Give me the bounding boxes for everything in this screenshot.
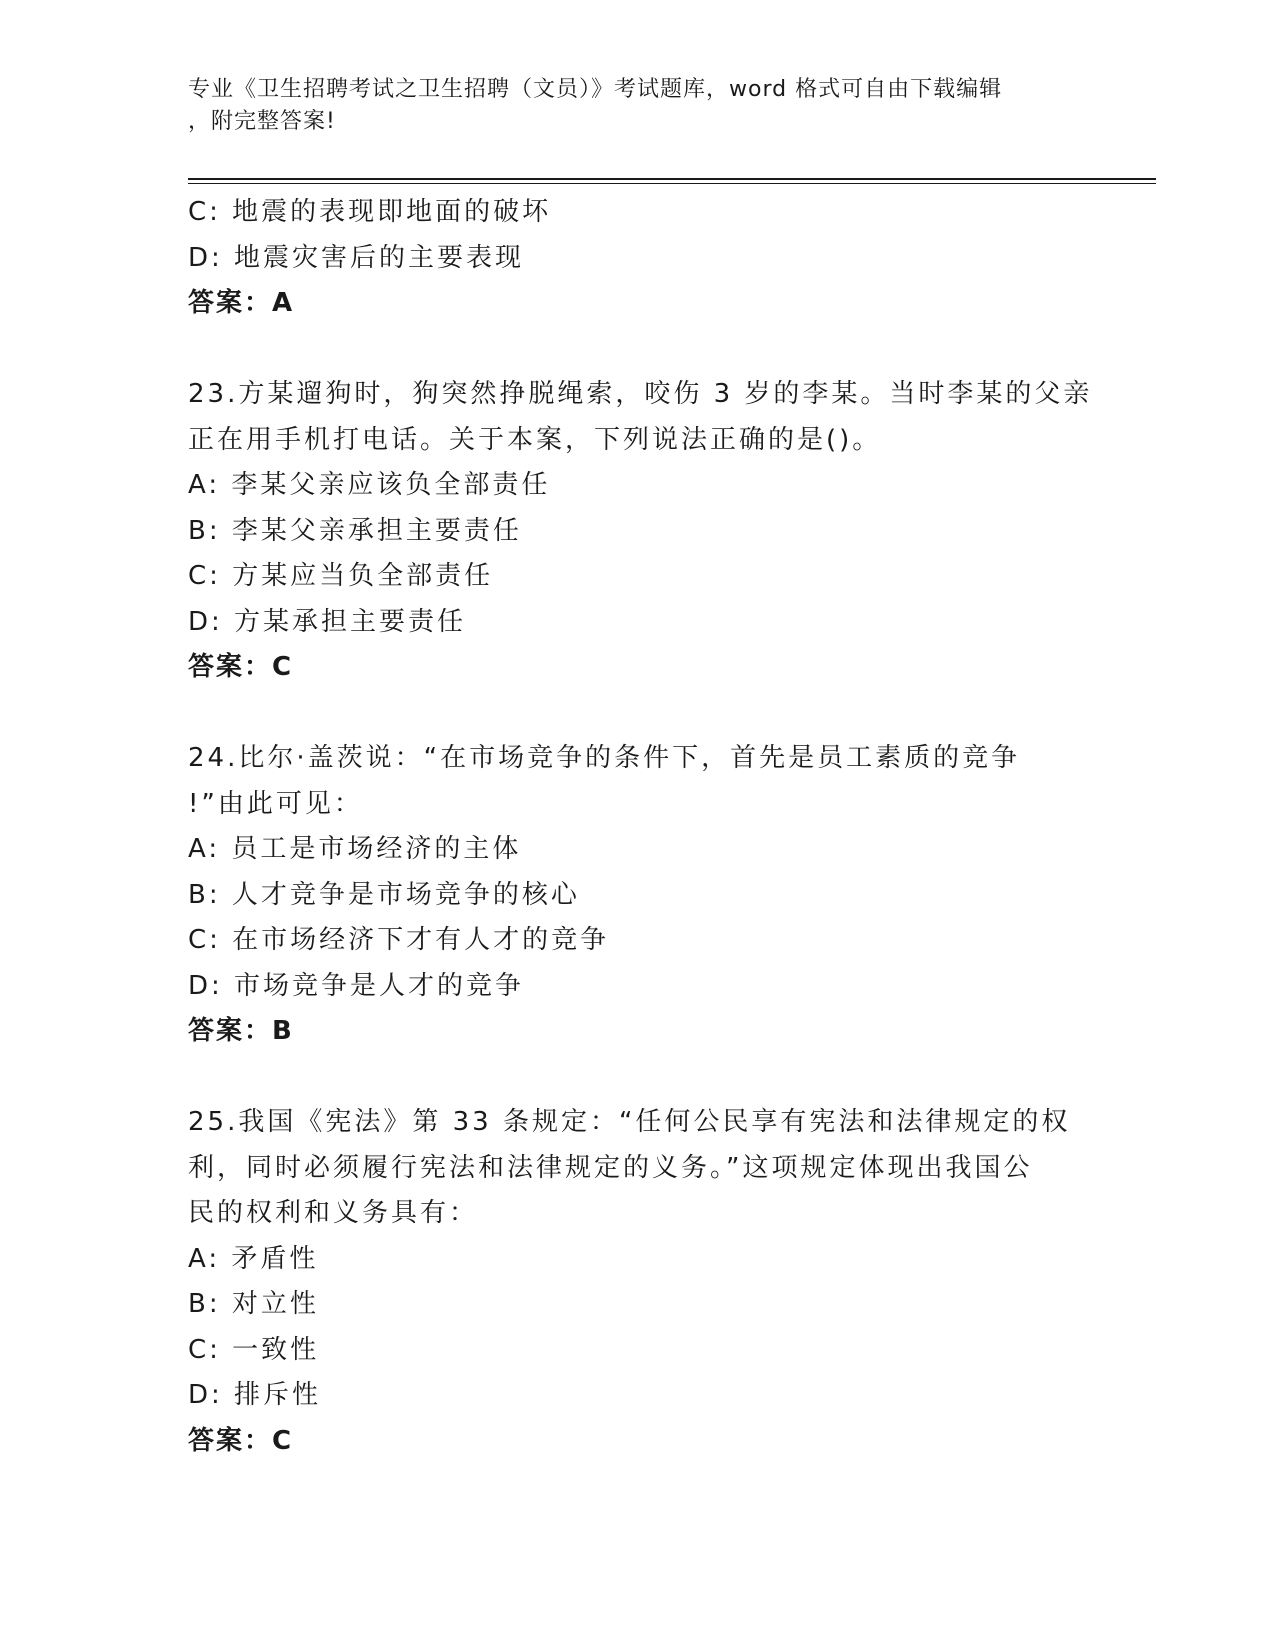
option-d: D: 排斥性 xyxy=(188,1380,322,1410)
option-c: C: 方某应当负全部责任 xyxy=(188,561,494,591)
answer: 答案：C xyxy=(188,1425,294,1456)
option-a: A: 矛盾性 xyxy=(188,1243,319,1274)
answer: 答案：C xyxy=(188,652,294,682)
page-header xyxy=(188,74,1088,138)
header-divider-thick xyxy=(188,178,1156,180)
question-text-line: 24.比尔·盖茨说：“在市场竞争的条件下，首先是员工素质的竞争 xyxy=(188,743,1021,773)
option-d: D: 地震灾害后的主要表现 xyxy=(188,242,525,273)
question-text-line: !”由此可见： xyxy=(188,788,363,819)
question-text-line: 民的权利和义务具有： xyxy=(188,1198,479,1228)
option-d: D: 方某承担主要责任 xyxy=(188,606,467,637)
spacer xyxy=(188,691,1088,737)
question-25 xyxy=(188,1100,1088,1464)
option-c: C: 一致性 xyxy=(188,1334,320,1365)
option-b: B: 李某父亲承担主要责任 xyxy=(188,515,522,546)
option-b: B: 对立性 xyxy=(188,1289,319,1319)
option-c: C: 地震的表现即地面的破坏 xyxy=(188,197,552,227)
question-list xyxy=(188,190,1093,1464)
spacer xyxy=(188,327,1088,373)
question-text-line: 正在用手机打电话。关于本案，下列说法正确的是()。 xyxy=(188,424,882,455)
spacer xyxy=(188,1055,1088,1101)
option-d: D: 市场竞争是人才的竞争 xyxy=(188,970,525,1001)
option-a: A: 员工是市场经济的主体 xyxy=(188,834,522,864)
answer: 答案：B xyxy=(188,1016,294,1046)
option-c: C: 在市场经济下才有人才的竞争 xyxy=(188,925,610,955)
option-b: B: 人才竞争是市场竞争的核心 xyxy=(188,879,580,910)
question-23 xyxy=(188,372,1093,691)
header-line-2: ，附完整答案! xyxy=(188,109,336,134)
option-a: A: 李某父亲应该负全部责任 xyxy=(188,470,551,500)
question-text-line: 25.我国《宪法》第 33 条规定：“任何公民享有宪法和法律规定的权 xyxy=(188,1107,1071,1137)
header-divider-thin xyxy=(188,183,1156,184)
question-text-line: 23.方某遛狗时，狗突然挣脱绳索，咬伤 3 岁的李某。当时李某的父亲 xyxy=(188,379,1093,409)
question-24 xyxy=(188,736,1088,1055)
question-text-line: 利，同时必须履行宪法和法律规定的义务。”这项规定体现出我国公 xyxy=(188,1152,1033,1183)
answer: 答案：A xyxy=(188,288,295,318)
header-line-1: 专业《卫生招聘考试之卫生招聘（文员）》考试题库，word 格式可自由下载编辑 xyxy=(188,77,1003,102)
question-22-tail xyxy=(188,190,1088,327)
